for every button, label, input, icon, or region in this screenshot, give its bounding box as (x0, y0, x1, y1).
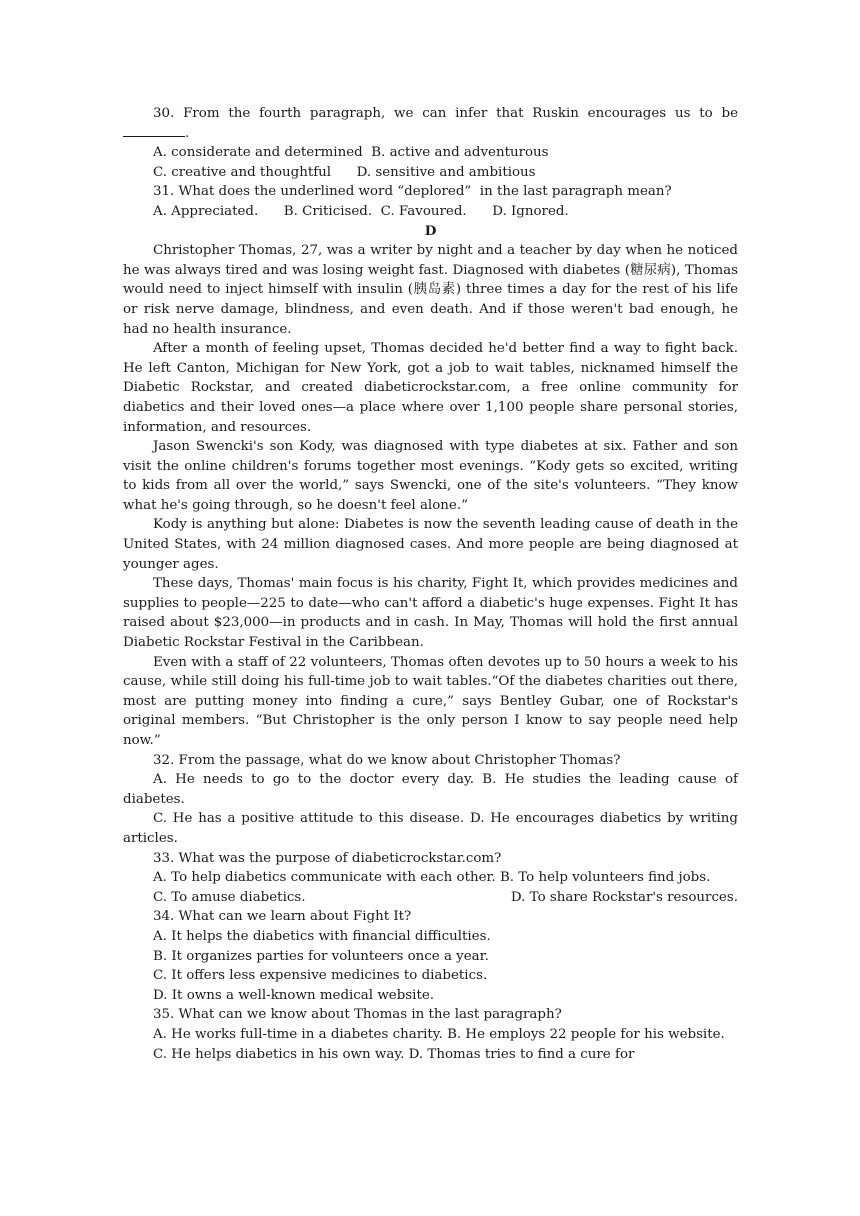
passage-paragraph: Jason Swencki's son Kody, was diagnosed with type diabetes at six. Father and son visit the online children's forums together most evenings. “Kody gets so excited, writing to kids from all over the world,” says Swencki, one of the site's volunteers. “They know what he's going through, so he doesn't feel alone.” (123, 439, 738, 513)
question-31-stem: 31. What does the underlined word “deplored” in the last paragraph mean? (153, 184, 672, 200)
option-d: D. To share Rockstar's resources. (510, 889, 738, 905)
question-34-stem: 34. What can we learn about Fight It? (153, 909, 412, 925)
question-35-stem: 35. What can we know about Thomas in the last paragraph? (153, 1007, 562, 1023)
question-30-stem: 30. From the fourth paragraph, we can infer that Ruskin encourages us to be . (123, 104, 738, 143)
document-page (123, 104, 738, 1064)
question-34-option-c: C. It offers less expensive medicines to diabetics. (153, 968, 488, 984)
question-35-options-ab: A. He works full-time in a diabetes charity. B. He employs 22 people for his website. (153, 1026, 725, 1042)
question-30-options-cd: C. creative and thoughtful D. sensitive and ambitious (153, 164, 536, 180)
question-34-option-b: B. It organizes parties for volunteers once a year. (153, 948, 489, 964)
question-34-option-a: A. It helps the diabetics with financial difficulties. (153, 928, 491, 944)
question-30-options-ab: A. considerate and determined B. active and adventurous (153, 145, 549, 161)
question-34-option-d: D. It owns a well-known medical website. (153, 987, 435, 1003)
question-33-options-ab: A. To help diabetics communicate with each other. B. To help volunteers find jobs. (153, 870, 711, 886)
passage-paragraph: Even with a staff of 22 volunteers, Thomas often devotes up to 50 hours a week to his cause, while still doing his full-time job to wait tables.“Of the diabetes charities out there, most are putting money into finding a cure,” says Bentley Gubar, one of Rockstar's original members. “But Christopher is the only person I know to say people need help now.” (123, 654, 738, 748)
passage-paragraph: These days, Thomas' main focus is his charity, Fight It, which provides medicines and supplies to people—225 to date—who can't afford a diabetic's huge expenses. Fight It has raised about $23,000—in products and in cash. In May, Thomas will hold the first annual Diabetic Rockstar Festival in the Caribbean. (123, 576, 738, 651)
option-c: C. To amuse diabetics. (153, 889, 306, 905)
question-32-stem: 32. From the passage, what do we know about Christopher Thomas? (153, 752, 621, 768)
section-heading: D (424, 222, 437, 239)
passage-paragraph: After a month of feeling upset, Thomas decided he'd better find a way to fight back. He left Canton, Michigan for New York, got a job to wait tables, nicknamed himself the Diabetic Rockstar, and created diabeticrockstar.com, a free online community for diabetics and their loved ones—a place where over 1,100 people share personal stories, information, and resources. (123, 341, 738, 435)
question-35-options-cd: C. He helps diabetics in his own way. D. Thomas tries to find a cure for (153, 1046, 635, 1062)
question-33-stem: 33. What was the purpose of diabeticrockstar.com? (153, 850, 502, 866)
question-32-options-cd: C. He has a positive attitude to this disease. D. He encourages diabetics by writing articles. (123, 811, 738, 846)
question-32-options-ab: A. He needs to go to the doctor every day. B. He studies the leading cause of diabetes. (123, 772, 738, 807)
answer-blank (123, 124, 185, 137)
passage-paragraph: Kody is anything but alone: Diabetes is now the seventh leading cause of death in the United States, with 24 million diagnosed cases. And more people are being diagnosed at younger ages. (123, 517, 738, 572)
passage-paragraph: Christopher Thomas, 27, was a writer by night and a teacher by day when he noticed he was always tired and was losing weight fast. Diagnosed with diabetes (糖尿病), Thomas would need to inject himself with insulin (胰岛素) three times a day for the rest of his life or risk nerve damage, blindness, and even death. And if those weren't bad enough, he had no health insurance. (123, 243, 738, 337)
question-31-options: A. Appreciated. B. Criticised. C. Favoured. D. Ignored. (153, 203, 569, 219)
question-33-options-cd (123, 888, 738, 908)
